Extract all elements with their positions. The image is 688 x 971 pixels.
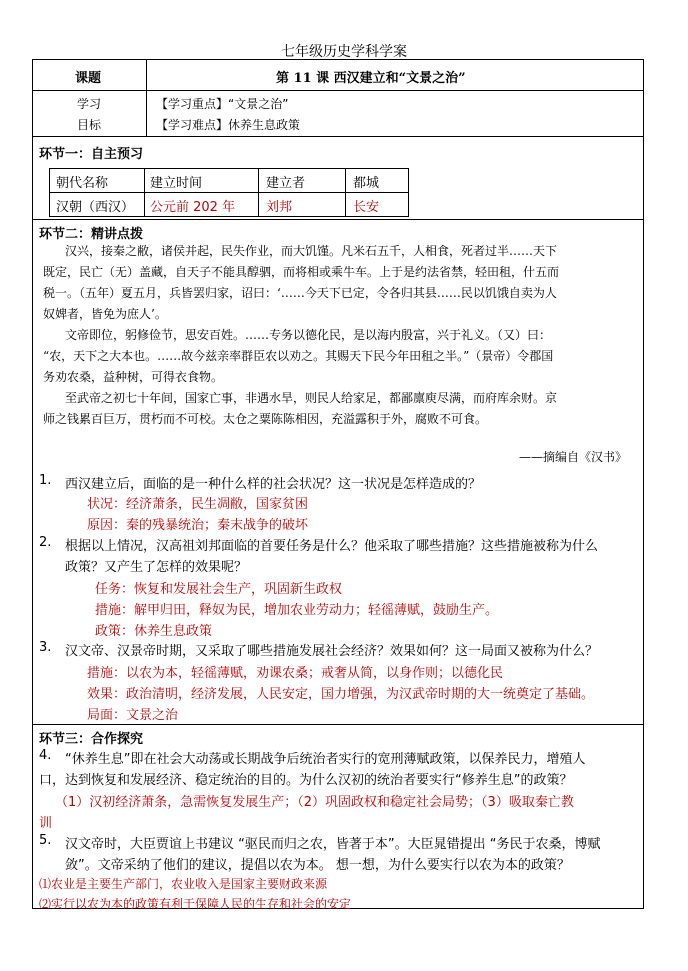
dynasty-table bbox=[49, 168, 409, 217]
passage-line: 税一。（五年）夏五月，兵皆罢归家，诏曰：‘……今天下已定，令各归其县……民以饥饿自卖为人 bbox=[43, 286, 557, 300]
answer-line: 措施：以农为本，轻徭薄赋，劝课农桑；戒奢从简，以身作则；以德化民 bbox=[87, 666, 504, 681]
question-text: “休养生息”即在社会大动荡或长期战争后统治者实行的宽刑薄赋政策，以保养民力，增殖人 bbox=[65, 752, 586, 767]
header-label: 课题 bbox=[75, 71, 102, 86]
table-cell-founded: 公元前 202 年 bbox=[150, 200, 236, 215]
passage-source: ——摘编自《汉书》 bbox=[519, 450, 628, 464]
goals-label-1: 学习 bbox=[77, 97, 102, 111]
passage-line: 文帝即位，躬修俭节，思安百姓。……专务以德化民，是以海内殷富，兴于礼义。（又）曰： bbox=[65, 328, 552, 342]
answer-line: （1）汉初经济萧条，急需恢复发展生产；（2）巩固政权和稳定社会局势；（3）吸取秦亡教 bbox=[55, 795, 574, 810]
question-number: 4. bbox=[39, 748, 52, 763]
section1-title: 环节一：自主预习 bbox=[39, 147, 144, 162]
question-text: 汉文帝、汉景帝时期，又采取了哪些措施发展社会经济？效果如何？这一局面又被称为什么？ bbox=[65, 644, 599, 659]
question-text: 汉文帝时，大臣贾谊上书建议 “驱民而归之农，皆著于本”。大臣晁错提出 “务民于农桑，博赋 bbox=[65, 837, 601, 852]
key-point-text: “文景之治” bbox=[228, 97, 289, 111]
difficulty-text: 休养生息政策 bbox=[228, 118, 301, 132]
question-text: 根据以上情况，汉高祖刘邦面临的首要任务是什么？他采取了哪些措施？这些措施被称为什么 bbox=[65, 539, 599, 554]
question-text: 政策？又产生了怎样的效果呢？ bbox=[65, 560, 248, 575]
passage-line: “农，天下之大本也。……故今兹亲率群臣农以劝之。其赐天下民今年田租之半。”（景帝）令郡国 bbox=[43, 349, 554, 363]
row-divider bbox=[33, 90, 643, 91]
answer-line: 效果：政治清明，经济发展，人民安定，国力增强，为汉武帝时期的大一统奠定了基础。 bbox=[87, 687, 595, 702]
row-divider bbox=[33, 724, 643, 725]
table-header-founded: 建立时间 bbox=[150, 176, 203, 191]
key-point-tag: 【学习重点】 bbox=[156, 97, 229, 111]
row-divider bbox=[33, 136, 643, 137]
answer-line: 原因：秦的残暴统治；秦末战争的破坏 bbox=[87, 518, 309, 533]
worksheet-table bbox=[32, 59, 644, 909]
table-header-dynasty: 朝代名称 bbox=[56, 176, 109, 191]
section3-title: 环节三：合作探究 bbox=[39, 732, 144, 747]
passage-line: 务劝农桑，益种树，可得衣食物。 bbox=[43, 370, 224, 384]
question-number: 3. bbox=[39, 640, 52, 655]
row-divider bbox=[50, 192, 408, 193]
table-cell-founder: 刘邦 bbox=[266, 200, 293, 215]
goals-label-2: 目标 bbox=[77, 118, 102, 132]
answer-line: 措施：解甲归田，释奴为民，增加农业劳动力；轻徭薄赋，鼓励生产。 bbox=[95, 603, 499, 618]
question-number: 5. bbox=[39, 833, 52, 848]
answer-line: 任务：恢复和发展社会生产，巩固新生政权 bbox=[95, 582, 343, 597]
question-text: 敛”。文帝采纳了他们的建议，提倡以农为本。 想一想，为什么要实行以农为本的政策？ bbox=[65, 858, 570, 873]
header-divider bbox=[146, 60, 147, 90]
passage-line: 既定，民亡（无）盖藏，自天子不能具醇驷，而将相或乘牛车。上于是约法省禁，轻田租，什五而 bbox=[43, 265, 560, 279]
passage-line: 汉兴，接秦之敝，诸侯并起，民失作业，而大饥馑。凡米石五千，人相食，死者过半……天下 bbox=[65, 244, 558, 258]
document-title: 七年级历史学科学案 bbox=[281, 44, 407, 60]
table-header-capital: 都城 bbox=[353, 176, 380, 191]
question-text: 口，达到恢复和发展经济、稳定统治的目的。为什么汉初的统治者要实行“修养生息”的政策？ bbox=[39, 773, 573, 788]
answer-line: 训 bbox=[39, 816, 53, 831]
section2-title: 环节二：精讲点拨 bbox=[39, 227, 144, 242]
question-number: 2. bbox=[39, 535, 52, 550]
answer-line: ⑵实行以农为本的政策有利于保障人民的生存和社会的安定 bbox=[39, 897, 352, 911]
answer-line: 局面：文景之治 bbox=[87, 708, 179, 723]
answer-line: 状况：经济萧条，民生凋敝，国家贫困 bbox=[87, 497, 309, 512]
goals-divider bbox=[146, 90, 147, 136]
difficulty-tag: 【学习难点】 bbox=[156, 118, 229, 132]
table-header-founder: 建立者 bbox=[266, 176, 306, 191]
table-cell-capital: 长安 bbox=[353, 200, 380, 215]
row-divider bbox=[33, 219, 643, 220]
passage-line: 奴婢者，皆免为庶人’。 bbox=[43, 307, 167, 321]
lesson-title: 第 11 课 西汉建立和“文景之治” bbox=[276, 71, 466, 86]
table-cell-dynasty: 汉朝（西汉） bbox=[56, 200, 135, 215]
answer-line: 政策：休养生息政策 bbox=[95, 624, 213, 639]
question-number: 1. bbox=[39, 473, 52, 488]
question-text: 西汉建立后，面临的是一种什么样的社会状况？这一状况是怎样造成的？ bbox=[65, 477, 482, 492]
passage-line: 至武帝之初七十年间，国家亡事，非遇水旱，则民人给家足，都鄙廪庾尽满，而府库余财。京 bbox=[65, 391, 558, 405]
passage-line: 师之钱累百巨万，贯朽而不可校。太仓之粟陈陈相因，充溢露积于外，腐败不可食。 bbox=[43, 412, 488, 426]
answer-line: ⑴农业是主要生产部门，农业收入是国家主要财政来源 bbox=[39, 877, 328, 891]
